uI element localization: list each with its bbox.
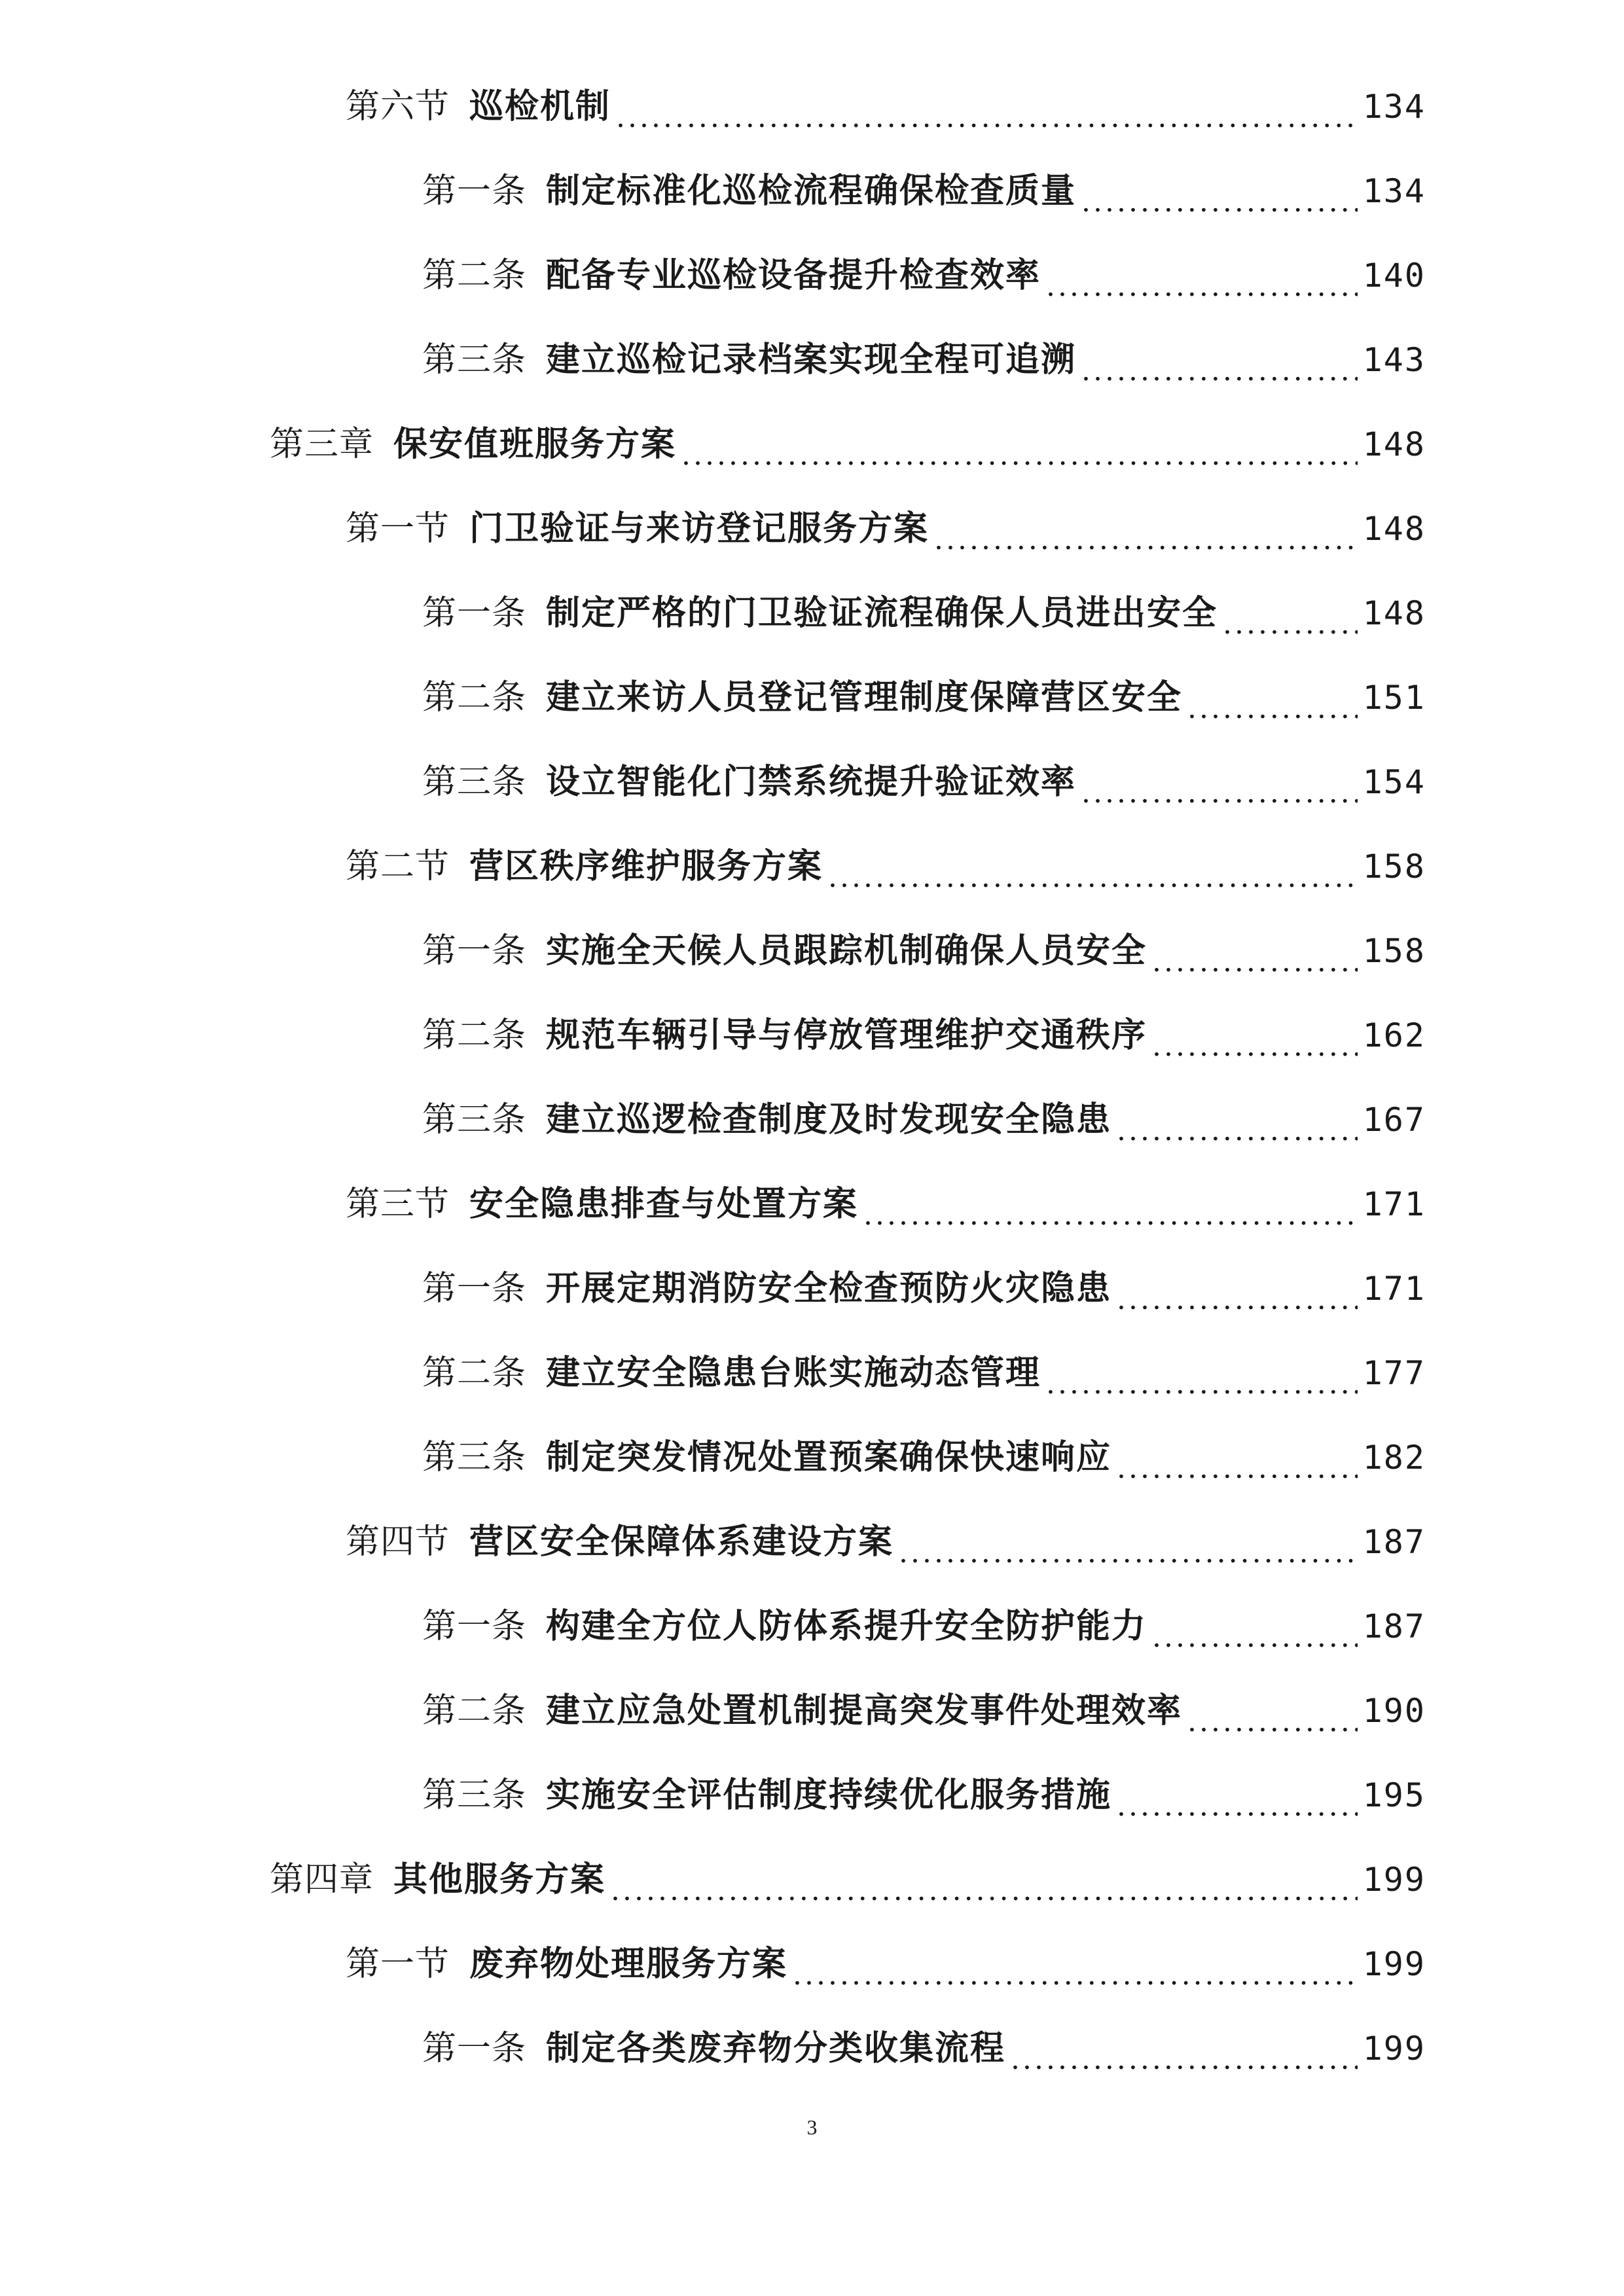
dot-leader — [934, 518, 1358, 558]
toc-entry-prefix: 第一节 — [346, 509, 450, 548]
dot-leader — [1223, 602, 1358, 643]
toc-entry[interactable] — [0, 1175, 1426, 1234]
toc-entry-page: 151 — [1362, 679, 1426, 717]
toc-entry-page: 199 — [1362, 2030, 1426, 2068]
toc-entry[interactable] — [0, 1428, 1426, 1487]
toc-entry-prefix: 第一条 — [422, 594, 527, 633]
toc-entry-page: 190 — [1362, 1692, 1426, 1730]
dot-leader — [1152, 940, 1358, 980]
toc-entry-prefix: 第二条 — [422, 256, 527, 295]
toc-entry[interactable] — [0, 1090, 1426, 1149]
toc-entry-title: 建立巡检记录档案实现全程可追溯 — [546, 340, 1077, 380]
page-number: 3 — [806, 2115, 818, 2139]
toc-entry-prefix: 第一条 — [422, 2029, 527, 2068]
toc-entry-title: 建立来访人员登记管理制度保障营区安全 — [546, 677, 1183, 717]
toc-entry-page: 187 — [1362, 1523, 1426, 1561]
toc-entry-title: 建立巡逻检查制度及时发现安全隐患 — [546, 1100, 1112, 1139]
toc-entry-title: 制定严格的门卫验证流程确保人员进出安全 — [546, 593, 1218, 633]
toc-entry-title: 保安值班服务方案 — [393, 424, 677, 464]
toc-entry[interactable] — [0, 1513, 1426, 1571]
toc-entry-title: 建立应急处置机制提高突发事件处理效率 — [546, 1691, 1183, 1731]
toc-entry-prefix: 第四章 — [270, 1860, 374, 1899]
dot-leader — [1081, 771, 1358, 812]
toc-entry-page: 148 — [1362, 594, 1426, 632]
toc-entry[interactable] — [0, 922, 1426, 980]
toc-entry-page: 134 — [1362, 88, 1426, 126]
toc-entry-prefix: 第二条 — [422, 678, 527, 717]
toc-entry-prefix: 第二条 — [422, 1691, 527, 1731]
toc-entry[interactable] — [0, 499, 1426, 558]
dot-leader — [1152, 1024, 1358, 1065]
toc-entry-title: 设立智能化门禁系统提升验证效率 — [546, 762, 1077, 802]
dot-leader — [1046, 1362, 1358, 1403]
toc-entry-prefix: 第二节 — [346, 847, 450, 886]
toc-entry-page: 182 — [1362, 1439, 1426, 1477]
toc-entry-page: 143 — [1362, 341, 1426, 379]
toc-entry-title: 营区秩序维护服务方案 — [469, 846, 823, 886]
toc-entry-title: 规范车辆引导与停放管理维护交通秩序 — [546, 1015, 1147, 1055]
dot-leader — [1187, 687, 1358, 727]
toc-entry-title: 实施全天候人员跟踪机制确保人员安全 — [546, 931, 1147, 971]
toc-entry-page: 187 — [1362, 1607, 1426, 1645]
toc-entry-page: 148 — [1362, 425, 1426, 463]
toc-entry[interactable] — [0, 753, 1426, 812]
toc-entry-title: 废弃物处理服务方案 — [469, 1944, 788, 1984]
toc-entry-title: 实施安全评估制度持续优化服务措施 — [546, 1775, 1112, 1815]
toc-entry[interactable] — [0, 77, 1426, 136]
toc-entry-prefix: 第一条 — [422, 931, 527, 971]
toc-entry-title: 配备专业巡检设备提升检查效率 — [546, 255, 1041, 295]
toc-entry-prefix: 第一条 — [422, 171, 527, 211]
toc-entry-prefix: 第三条 — [422, 762, 527, 802]
toc-entry-title: 建立安全隐患台账实施动态管理 — [546, 1353, 1041, 1393]
toc-entry-prefix: 第三节 — [346, 1185, 450, 1224]
toc-entry-page: 199 — [1362, 1861, 1426, 1899]
toc-entry-title: 制定突发情况处置预案确保快速响应 — [546, 1437, 1112, 1477]
toc-entry[interactable] — [0, 1006, 1426, 1065]
toc-entry[interactable] — [0, 2019, 1426, 2078]
dot-leader — [1117, 1446, 1358, 1487]
dot-leader — [1081, 349, 1358, 389]
toc-entry-prefix: 第四节 — [346, 1522, 450, 1562]
toc-entry-title: 巡检机制 — [469, 86, 611, 126]
toc-entry-prefix: 第一条 — [422, 1269, 527, 1308]
toc-entry-page: 195 — [1362, 1776, 1426, 1814]
dot-leader — [616, 96, 1358, 136]
toc-entry[interactable] — [0, 668, 1426, 727]
toc-entry[interactable] — [0, 837, 1426, 896]
toc-entry-prefix: 第二条 — [422, 1354, 527, 1393]
toc-entry-page: 199 — [1362, 1945, 1426, 1983]
toc-entry-prefix: 第三条 — [422, 1100, 527, 1139]
toc-entry-page: 177 — [1362, 1354, 1426, 1392]
toc-entry-prefix: 第三条 — [422, 1776, 527, 1815]
toc-entry-prefix: 第二条 — [422, 1016, 527, 1055]
toc-entry-title: 安全隐患排查与处置方案 — [469, 1184, 859, 1224]
toc-entry-prefix: 第三条 — [422, 1438, 527, 1477]
toc-entry-prefix: 第三章 — [270, 425, 374, 464]
dot-leader — [828, 855, 1358, 896]
toc-entry-page: 171 — [1362, 1270, 1426, 1308]
toc-entry[interactable] — [0, 246, 1426, 305]
toc-entry[interactable] — [0, 1935, 1426, 1994]
toc-entry[interactable] — [0, 415, 1426, 474]
toc-entry-title: 制定标准化巡检流程确保检查质量 — [546, 171, 1077, 211]
toc-entry-page: 158 — [1362, 932, 1426, 970]
dot-leader — [863, 1193, 1358, 1234]
dot-leader — [1011, 2037, 1358, 2078]
toc-entry-page: 171 — [1362, 1185, 1426, 1223]
toc-entry[interactable] — [0, 584, 1426, 643]
dot-leader — [611, 1869, 1358, 1909]
toc-entry-prefix: 第一节 — [346, 1945, 450, 1984]
toc-entry-prefix: 第三条 — [422, 340, 527, 380]
toc-entry[interactable] — [0, 1681, 1426, 1740]
toc-entry-title: 制定各类废弃物分类收集流程 — [546, 2028, 1006, 2068]
toc-entry-title: 其他服务方案 — [393, 1859, 606, 1899]
toc-entry-prefix: 第六节 — [346, 87, 450, 126]
toc-entry[interactable] — [0, 1597, 1426, 1656]
toc-entry[interactable] — [0, 1259, 1426, 1318]
dot-leader — [1081, 180, 1358, 221]
toc-entry[interactable] — [0, 331, 1426, 389]
dot-leader — [1117, 1109, 1358, 1149]
toc-entry-page: 167 — [1362, 1101, 1426, 1139]
toc-entry-title: 营区安全保障体系建设方案 — [469, 1522, 894, 1562]
toc-entry-page: 154 — [1362, 763, 1426, 801]
toc-entry-title: 门卫验证与来访登记服务方案 — [469, 509, 929, 548]
toc-entry-prefix: 第一条 — [422, 1607, 527, 1646]
toc-entry[interactable] — [0, 162, 1426, 221]
toc-entry-page: 148 — [1362, 510, 1426, 548]
toc-entry[interactable] — [0, 1766, 1426, 1825]
toc-entry[interactable] — [0, 1850, 1426, 1909]
toc-entry-page: 140 — [1362, 257, 1426, 295]
dot-leader — [1117, 1784, 1358, 1825]
dot-leader — [793, 1953, 1358, 1994]
dot-leader — [1046, 264, 1358, 305]
toc-entry-page: 134 — [1362, 172, 1426, 210]
toc-entry-title: 构建全方位人防体系提升安全防护能力 — [546, 1606, 1147, 1646]
toc-entry-title: 开展定期消防安全检查预防火灾隐患 — [546, 1268, 1112, 1308]
toc-entry[interactable] — [0, 1344, 1426, 1403]
dot-leader — [1117, 1278, 1358, 1318]
dot-leader — [1187, 1700, 1358, 1740]
dot-leader — [1152, 1615, 1358, 1656]
toc-entry-page: 158 — [1362, 848, 1426, 886]
dot-leader — [681, 433, 1358, 474]
dot-leader — [899, 1531, 1358, 1571]
toc-entry-page: 162 — [1362, 1016, 1426, 1054]
